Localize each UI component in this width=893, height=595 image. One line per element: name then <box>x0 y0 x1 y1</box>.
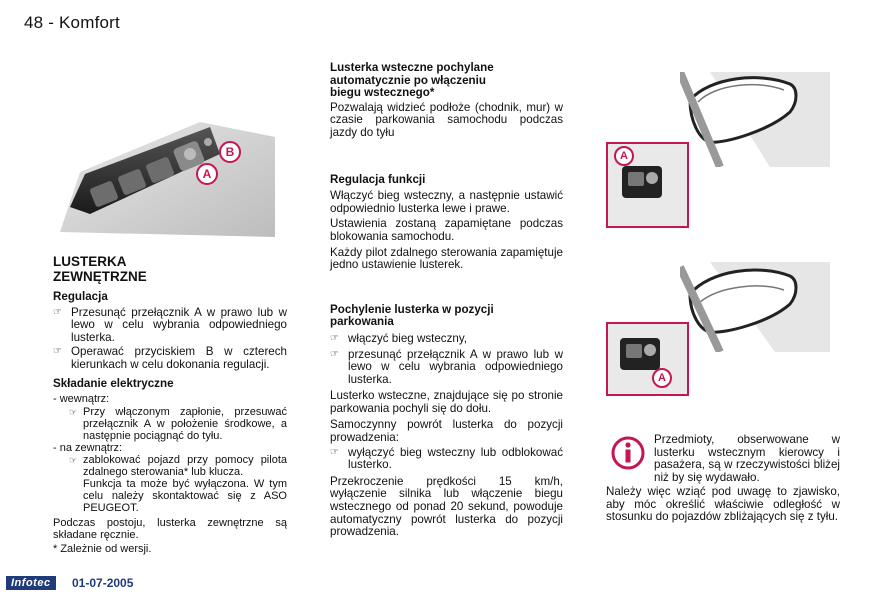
outside-label: - na zewnątrz: <box>53 441 123 454</box>
page-header: 48 - Komfort <box>24 13 120 32</box>
parking-step-2: ☞ przesunąć przełącznik A w prawo lub w lewo w celu wybrania odpowiedniego lusterka. <box>330 349 563 387</box>
label-a-inset-bottom: A <box>652 368 672 388</box>
left-column <box>53 255 287 556</box>
inside-item: ☞ Przy włączonym zapłonie, przesuwać przełącznik A w położenie środkowe, a następnie pociągnąć do tyłu. <box>53 406 287 442</box>
outside-note: Funkcja ta może być wyłączona. W tym celu należy skontaktować się z ASO PEUGEOT. <box>83 478 287 515</box>
auto-tilt-intro: Pozwalają widzieć podłoże (chodnik, mur) w czasie parkowania samochodu podczas jazdy do tyłu <box>330 100 563 139</box>
label-a-inset-top: A <box>614 146 634 166</box>
switch-inset-a-top <box>606 142 689 228</box>
parking-return-step: ☞ wyłączyć bieg wsteczny lub odblokować lusterko. <box>330 447 563 472</box>
parking-para-5: Samoczynny powrót lusterka do pozycji prowadzenia: <box>330 418 563 445</box>
regulacja-heading: Regulacja <box>53 290 108 303</box>
label-b-circle: B <box>219 141 241 163</box>
parking-step-1: ☞ włączyć bieg wsteczny, <box>330 333 563 346</box>
footer-brand-logo: Infotec <box>6 576 56 590</box>
label-a-circle: A <box>196 163 218 185</box>
section-title: LUSTERKA ZEWNĘTRZNE <box>53 254 147 284</box>
door-switch-panel-illustration <box>60 112 275 237</box>
footer-date: 01-07-2005 <box>72 576 134 590</box>
parking-para-4: Lusterko wsteczne, znajdujące się po stronie parkowania pochyli się do dołu. <box>330 389 563 415</box>
skladanie-heading: Składanie elektryczne <box>53 376 174 390</box>
footnote: * Zależnie od wersji. <box>53 543 152 556</box>
parking-para-6: Przekroczenie prędkości 15 km/h, wyłączenie silnika lub włączenie biegu wstecznego od ponad 20 sekund, powoduje automatyczny powrót lusterka do pozycji prowadzenia. <box>330 474 563 539</box>
info-icon <box>611 436 645 470</box>
mirror-tilted-illustration <box>680 262 830 352</box>
funkcji-para-3: Każdy pilot zdalnego sterowania zapamiętuje jedno ustawienie lusterek. <box>330 245 563 272</box>
heading-regulacja-funkcji: Regulacja funkcji <box>330 172 426 186</box>
funkcji-para-1: Włączyć bieg wsteczny, a następnie ustawić odpowiednio lusterka lewe i prawe. <box>330 189 563 215</box>
middle-column <box>330 62 563 539</box>
heading-parking-tilt: Pochylenie lusterka w pozycji parkowania <box>330 302 494 329</box>
regulacja-item-2: ☞ Operawać przyciskiem B w czterech kierunkach w celu dokonania regulacji. <box>53 346 287 371</box>
heading-auto-tilt: Lusterka wsteczne pochylane automatycznie po włączeniu biegu wstecznego* <box>330 61 494 100</box>
inside-label: - wewnątrz: <box>53 393 110 406</box>
regulacja-item-1: ☞ Przesunąć przełącznik A w prawo lub w lewo w celu wybrania odpowiedniego lusterka. <box>53 307 287 345</box>
outside-item: ☞ zablokować pojazd przy pomocy pilota zdalnego sterowania* lub klucza. <box>53 454 287 478</box>
info-text: Przedmioty, obserwowane w lusterku wstecznym kierowcy i pasażera, są w rzeczywistości bliżej niż by się wydawało. <box>654 433 840 484</box>
manual-fold-text: Podczas postoju, lusterka zewnętrzne są składane ręcznie. <box>53 517 287 542</box>
switch-inset-drawing-2 <box>608 324 687 394</box>
info-text-2: Należy więc wziąć pod uwagę to zjawisko, aby móc określić właściwie odległość w stosunku do pojazdów zbliżających się z tyłu. <box>606 485 840 524</box>
mirror-normal-illustration <box>680 72 830 167</box>
funkcji-para-2: Ustawienia zostaną zapamiętane podczas blokowania samochodu. <box>330 217 563 243</box>
switch-inset-a-bottom <box>606 322 689 396</box>
